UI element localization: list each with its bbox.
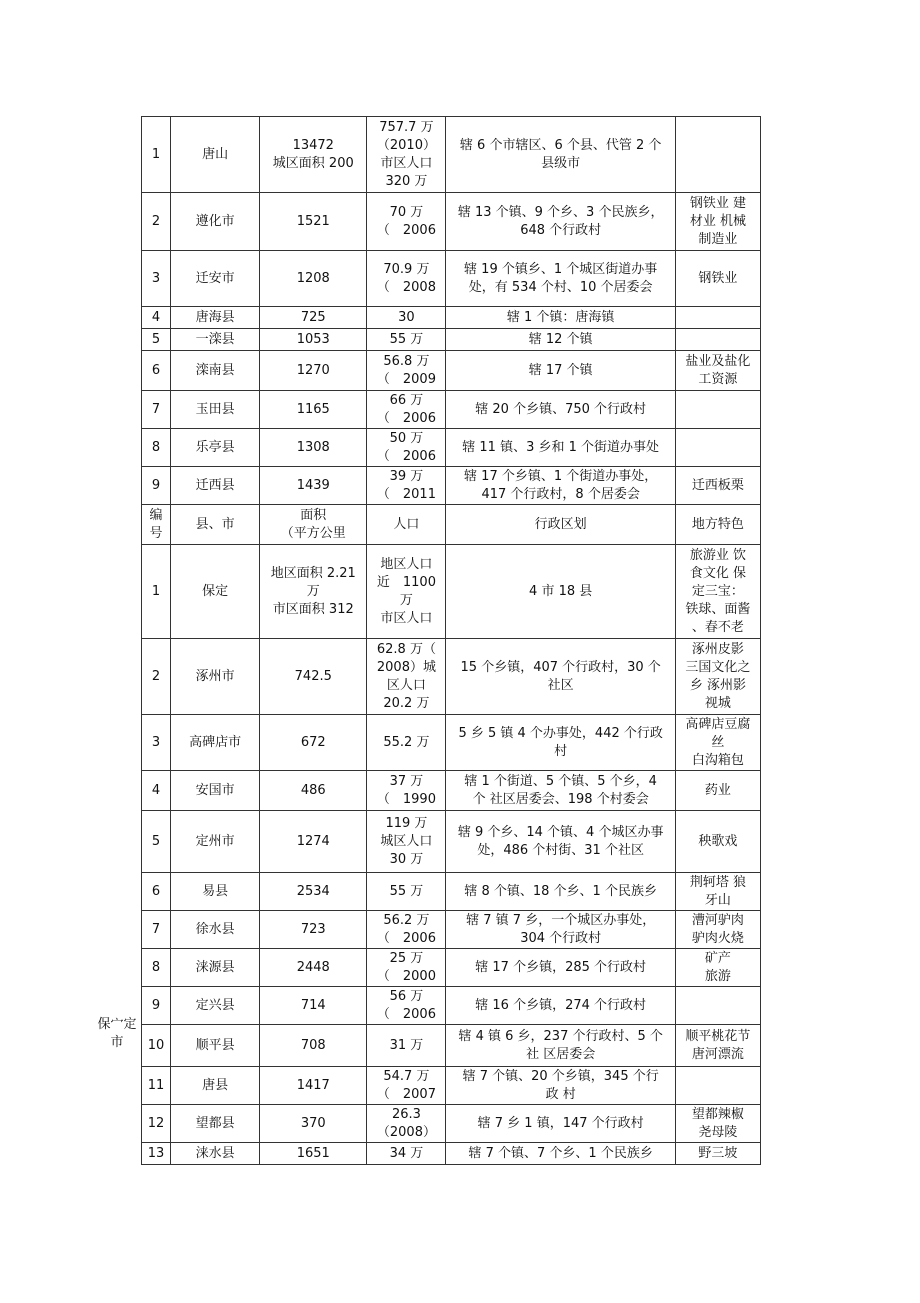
cell-feature xyxy=(675,251,760,307)
cell-area xyxy=(260,1067,367,1105)
cell-admin-text: 辖 19 个镇乡、1 个城区街道办事 处，有 534 个村、10 个居委会 xyxy=(464,261,658,295)
cell-area xyxy=(260,467,367,505)
cell-name xyxy=(171,1105,260,1143)
cell-feature xyxy=(675,811,760,873)
cell-feature-text: 盐业及盐化 工资源 xyxy=(685,353,751,387)
cell-no xyxy=(142,911,171,949)
cell-admin-text: 辖 1 个街道、5 个镇、5 个乡，4 个 社区居委会、198 个村委会 xyxy=(464,773,657,807)
cell-no xyxy=(142,329,171,351)
cell-pop xyxy=(367,1025,446,1067)
cell-pop-text: 25 万 （ 2000 xyxy=(376,950,436,984)
cell-area-text: 1270 xyxy=(296,362,330,378)
cell-area-text: 1439 xyxy=(296,477,330,493)
cell-pop xyxy=(367,911,446,949)
cell-pop xyxy=(367,545,446,639)
cell-admin-text: 辖 7 个镇、20 个乡镇，345 个行 政 村 xyxy=(462,1068,659,1102)
cell-name-text: 唐海县 xyxy=(195,309,235,325)
cell-admin xyxy=(446,467,675,505)
cell-feature xyxy=(675,329,760,351)
cell-admin xyxy=(446,351,675,391)
cell-pop xyxy=(367,873,446,911)
cell-name xyxy=(171,251,260,307)
cell-no-text: 7 xyxy=(151,921,161,937)
cell-area xyxy=(260,715,367,771)
cell-name-text: 乐亭县 xyxy=(195,439,235,455)
cell-no-text: 8 xyxy=(151,959,161,975)
cell-area xyxy=(260,545,367,639)
cell-no-text: 10 xyxy=(147,1037,165,1053)
cell-no-text: 4 xyxy=(151,782,161,798)
cell-admin xyxy=(446,873,675,911)
table-row xyxy=(142,873,761,911)
cell-area xyxy=(260,391,367,429)
cell-no-text: 5 xyxy=(151,331,161,347)
cell-name xyxy=(171,811,260,873)
cell-feature xyxy=(675,467,760,505)
table-row xyxy=(142,545,761,639)
cell-no xyxy=(142,505,171,545)
cell-area xyxy=(260,873,367,911)
cell-admin xyxy=(446,545,675,639)
cell-pop xyxy=(367,117,446,193)
cell-feature xyxy=(675,429,760,467)
cell-no xyxy=(142,117,171,193)
cell-name-text: 涿州市 xyxy=(195,668,235,684)
cell-feature xyxy=(675,987,760,1025)
cell-admin-text: 辖 7 乡 1 镇，147 个行政村 xyxy=(477,1115,644,1131)
cell-name-text: 徐水县 xyxy=(195,921,235,937)
cell-name-text: 涞水县 xyxy=(195,1145,235,1161)
cell-feature xyxy=(675,639,760,715)
cell-pop-text: 56.2 万 （ 2006 xyxy=(376,912,436,946)
cell-admin xyxy=(446,329,675,351)
cell-area-text: 714 xyxy=(300,997,326,1013)
cell-admin-text: 辖 17 个镇 xyxy=(528,362,593,378)
cell-feature xyxy=(675,1105,760,1143)
cell-feature xyxy=(675,715,760,771)
cell-area-text: 13472 城区面积 200 xyxy=(272,137,354,171)
cell-admin xyxy=(446,911,675,949)
cell-pop-text: 70 万 （ 2006 xyxy=(376,204,436,238)
cell-admin xyxy=(446,251,675,307)
cell-name-text: 保定 xyxy=(202,583,229,599)
table-row xyxy=(142,639,761,715)
cell-admin-text: 行政区划 xyxy=(534,516,587,532)
cell-pop xyxy=(367,949,446,987)
cell-admin xyxy=(446,771,675,811)
cell-feature xyxy=(675,1067,760,1105)
cell-area-text: 面积 （平方公里 xyxy=(280,507,346,541)
cell-name-text: 迁安市 xyxy=(195,270,235,286)
cell-feature-text: 旅游业 饮 食文化 保 定三宝： 铁球、面酱 、春不老 xyxy=(685,547,751,635)
cell-pop xyxy=(367,639,446,715)
cell-pop xyxy=(367,811,446,873)
cell-area-text: 723 xyxy=(300,921,326,937)
cell-feature xyxy=(675,911,760,949)
cell-feature-text: 钢铁业 建 材业 机械 制造业 xyxy=(689,195,746,247)
cell-name xyxy=(171,351,260,391)
cell-admin xyxy=(446,949,675,987)
cell-name xyxy=(171,771,260,811)
cell-pop xyxy=(367,467,446,505)
cell-area-text: 1208 xyxy=(296,270,330,286)
cell-area xyxy=(260,1105,367,1143)
cell-name-text: 玉田县 xyxy=(195,401,235,417)
cell-name-text: 一滦县 xyxy=(195,331,235,347)
county-table-body xyxy=(142,117,761,1165)
cell-area-text: 1308 xyxy=(296,439,330,455)
cell-area-text: 708 xyxy=(300,1037,326,1053)
cell-feature xyxy=(675,949,760,987)
cell-no xyxy=(142,251,171,307)
cell-admin-text: 辖 11 镇、3 乡和 1 个街道办事处 xyxy=(462,439,660,455)
cell-feature-text: 药业 xyxy=(704,782,731,798)
table-row xyxy=(142,391,761,429)
cell-feature xyxy=(675,505,760,545)
cell-no xyxy=(142,771,171,811)
cell-name-text: 迁西县 xyxy=(195,477,235,493)
cell-area-text: 地区面积 2.21 万 市区面积 312 xyxy=(270,565,356,617)
cell-name-text: 安国市 xyxy=(195,782,235,798)
cell-no xyxy=(142,193,171,251)
table-row xyxy=(142,811,761,873)
cell-name xyxy=(171,873,260,911)
cell-area-text: 1521 xyxy=(296,213,330,229)
cell-admin-text: 辖 4 镇 6 乡，237 个行政村、5 个 社 区居委会 xyxy=(458,1028,663,1062)
cell-admin-text: 辖 6 个市辖区、6 个县、代管 2 个 县级市 xyxy=(459,137,662,171)
cell-no-text: 11 xyxy=(147,1077,165,1093)
cell-admin xyxy=(446,1143,675,1165)
cell-pop-text: 26.3 （2008） xyxy=(376,1106,436,1140)
cell-feature-text: 野三坡 xyxy=(698,1145,738,1161)
cell-area xyxy=(260,307,367,329)
cell-name-text: 定州市 xyxy=(195,833,235,849)
cell-pop xyxy=(367,1067,446,1105)
cell-pop xyxy=(367,391,446,429)
table-row xyxy=(142,1025,761,1067)
cell-no xyxy=(142,639,171,715)
cell-admin xyxy=(446,391,675,429)
cell-admin-text: 辖 17 个乡镇，285 个行政村 xyxy=(475,959,647,975)
cell-area-text: 1651 xyxy=(296,1145,330,1161)
cell-pop xyxy=(367,987,446,1025)
cell-admin-text: 5 乡 5 镇 4 个办事处，442 个行政 村 xyxy=(458,725,663,759)
cell-no xyxy=(142,715,171,771)
table-row xyxy=(142,193,761,251)
cell-pop-text: 54.7 万 （ 2007 xyxy=(376,1068,436,1102)
table-row xyxy=(142,351,761,391)
cell-no xyxy=(142,1067,171,1105)
cell-feature-text: 漕河驴肉 驴肉火烧 xyxy=(691,912,744,946)
cell-area xyxy=(260,429,367,467)
cell-no-text: 6 xyxy=(151,362,161,378)
cell-no-text: 9 xyxy=(151,997,161,1013)
cell-no-text: 1 xyxy=(151,146,161,162)
cell-name xyxy=(171,505,260,545)
cell-area-text: 2534 xyxy=(296,883,330,899)
table-row xyxy=(142,1067,761,1105)
cell-pop-text: 56.8 万 （ 2009 xyxy=(376,353,436,387)
cell-area xyxy=(260,949,367,987)
cell-feature-text: 钢铁业 xyxy=(698,270,738,286)
cell-admin xyxy=(446,1105,675,1143)
cell-pop-text: 66 万 （ 2006 xyxy=(376,392,436,426)
cell-no xyxy=(142,391,171,429)
cell-name-text: 顺平县 xyxy=(195,1037,235,1053)
cell-pop-text: 119 万 城区人口 30 万 xyxy=(380,815,433,867)
cell-feature xyxy=(675,307,760,329)
cell-name xyxy=(171,545,260,639)
cell-feature xyxy=(675,351,760,391)
cell-admin xyxy=(446,429,675,467)
cell-area xyxy=(260,639,367,715)
side-region-label: 保宀定 市 xyxy=(97,1017,137,1050)
cell-pop xyxy=(367,329,446,351)
cell-pop-text: 56 万 （ 2006 xyxy=(376,988,436,1022)
cell-area xyxy=(260,1143,367,1165)
cell-name xyxy=(171,467,260,505)
cell-area-text: 1165 xyxy=(296,401,330,417)
cell-area xyxy=(260,117,367,193)
cell-name xyxy=(171,429,260,467)
cell-feature-text: 顺平桃花节 唐河漂流 xyxy=(685,1028,751,1062)
cell-name-text: 遵化市 xyxy=(195,213,235,229)
cell-pop-text: 55.2 万 xyxy=(383,734,430,750)
cell-no xyxy=(142,351,171,391)
cell-name xyxy=(171,911,260,949)
table-row xyxy=(142,307,761,329)
cell-feature xyxy=(675,391,760,429)
cell-feature-text: 荆轲塔 狼 牙山 xyxy=(689,874,746,908)
cell-name-text: 高碑店市 xyxy=(189,734,242,750)
cell-pop-text: 55 万 xyxy=(389,883,424,899)
cell-pop xyxy=(367,771,446,811)
cell-admin xyxy=(446,987,675,1025)
cell-admin-text: 辖 17 个乡镇、1 个街道办事处， 417 个行政村，8 个居委会 xyxy=(464,468,658,502)
cell-name-text: 唐县 xyxy=(202,1077,229,1093)
cell-pop-text: 37 万 （ 1990 xyxy=(376,773,436,807)
cell-no-text: 编 号 xyxy=(149,507,163,541)
cell-admin-text: 4 市 18 县 xyxy=(529,583,593,599)
cell-pop-text: 31 万 xyxy=(389,1037,424,1053)
cell-pop xyxy=(367,429,446,467)
cell-feature-text: 迁西板栗 xyxy=(691,477,744,493)
cell-pop-text: 55 万 xyxy=(389,331,424,347)
cell-admin-text: 辖 9 个乡、14 个镇、4 个城区办事 处，486 个村街、31 个社区 xyxy=(457,824,664,858)
cell-area xyxy=(260,911,367,949)
cell-pop-text: 地区人口 近 1100 万 市区人口 xyxy=(376,556,436,626)
cell-pop xyxy=(367,351,446,391)
cell-no-text: 2 xyxy=(151,668,161,684)
cell-no xyxy=(142,873,171,911)
cell-area xyxy=(260,987,367,1025)
cell-admin-text: 15 个乡镇，407 个行政村，30 个 社区 xyxy=(460,659,661,693)
cell-admin-text: 辖 7 个镇、7 个乡、1 个民族乡 xyxy=(468,1145,653,1161)
cell-area xyxy=(260,251,367,307)
cell-no xyxy=(142,429,171,467)
cell-name-text: 涞源县 xyxy=(195,959,235,975)
cell-no-text: 6 xyxy=(151,883,161,899)
cell-pop xyxy=(367,193,446,251)
cell-admin-text: 辖 1 个镇：唐海镇 xyxy=(506,309,615,325)
cell-pop xyxy=(367,715,446,771)
cell-pop-text: 50 万 （ 2006 xyxy=(376,430,436,464)
cell-no xyxy=(142,307,171,329)
cell-area-text: 725 xyxy=(300,309,326,325)
cell-no xyxy=(142,987,171,1025)
cell-feature xyxy=(675,873,760,911)
cell-admin-text: 辖 12 个镇 xyxy=(528,331,593,347)
cell-area-text: 672 xyxy=(300,734,326,750)
table-row xyxy=(142,1105,761,1143)
table-row xyxy=(142,429,761,467)
cell-admin xyxy=(446,193,675,251)
cell-admin-text: 辖 16 个乡镇，274 个行政村 xyxy=(475,997,647,1013)
cell-pop-text: 757.7 万 （2010） 市区人口 320 万 xyxy=(376,119,436,189)
cell-area xyxy=(260,771,367,811)
cell-admin xyxy=(446,639,675,715)
cell-feature-text: 矿产 旅游 xyxy=(704,950,731,984)
cell-no-text: 9 xyxy=(151,477,161,493)
cell-name-text: 滦南县 xyxy=(195,362,235,378)
cell-area-text: 2448 xyxy=(296,959,330,975)
cell-feature xyxy=(675,771,760,811)
cell-no xyxy=(142,1143,171,1165)
cell-name xyxy=(171,1025,260,1067)
cell-admin-text: 辖 20 个乡镇、750 个行政村 xyxy=(475,401,647,417)
table-row xyxy=(142,1143,761,1165)
cell-name xyxy=(171,307,260,329)
cell-no-text: 4 xyxy=(151,309,161,325)
table-header-row xyxy=(142,505,761,545)
cell-admin-text: 辖 8 个镇、18 个乡、1 个民族乡 xyxy=(464,883,657,899)
cell-pop-text: 62.8 万（ 2008）城 区人口 20.2 万 xyxy=(376,641,436,711)
cell-name-text: 唐山 xyxy=(202,146,229,162)
cell-feature xyxy=(675,545,760,639)
cell-area-text: 742.5 xyxy=(294,668,332,684)
county-table xyxy=(141,116,761,1165)
cell-name-text: 定兴县 xyxy=(195,997,235,1013)
cell-pop xyxy=(367,307,446,329)
cell-area-text: 1053 xyxy=(296,331,330,347)
cell-admin xyxy=(446,715,675,771)
cell-name xyxy=(171,329,260,351)
cell-name xyxy=(171,391,260,429)
cell-pop-text: 39 万 （ 2011 xyxy=(376,468,436,502)
cell-admin xyxy=(446,505,675,545)
cell-feature xyxy=(675,193,760,251)
cell-pop-text: 34 万 xyxy=(389,1145,424,1161)
cell-name xyxy=(171,1067,260,1105)
cell-feature xyxy=(675,117,760,193)
table-row xyxy=(142,251,761,307)
cell-no xyxy=(142,1105,171,1143)
cell-pop xyxy=(367,1143,446,1165)
cell-feature-text: 秧歌戏 xyxy=(698,833,738,849)
cell-admin xyxy=(446,1067,675,1105)
cell-admin xyxy=(446,307,675,329)
cell-area-text: 1417 xyxy=(296,1077,330,1093)
cell-name-text: 易县 xyxy=(202,883,229,899)
cell-pop xyxy=(367,251,446,307)
cell-name xyxy=(171,1143,260,1165)
cell-area-text: 486 xyxy=(300,782,326,798)
cell-name-text: 望都县 xyxy=(195,1115,235,1131)
cell-area xyxy=(260,1025,367,1067)
cell-name xyxy=(171,639,260,715)
cell-pop-text: 30 xyxy=(398,309,415,325)
cell-no xyxy=(142,1025,171,1067)
cell-no-text: 5 xyxy=(151,833,161,849)
table-row xyxy=(142,467,761,505)
cell-area xyxy=(260,505,367,545)
cell-no-text: 12 xyxy=(147,1115,165,1131)
cell-pop-text: 70.9 万 （ 2008 xyxy=(376,261,436,295)
table-row xyxy=(142,911,761,949)
cell-pop xyxy=(367,505,446,545)
cell-admin xyxy=(446,1025,675,1067)
cell-area xyxy=(260,351,367,391)
cell-area xyxy=(260,329,367,351)
cell-feature-text: 涿州皮影 三国文化之 乡 涿州影 视城 xyxy=(685,641,751,711)
cell-admin-text: 辖 13 个镇、9 个乡、3 个民族乡， 648 个行政村 xyxy=(457,204,664,238)
cell-feature-text: 高碑店豆腐 丝 白沟箱包 xyxy=(685,716,751,768)
cell-no-text: 1 xyxy=(151,583,161,599)
cell-admin xyxy=(446,117,675,193)
cell-pop-text: 人口 xyxy=(393,516,420,532)
cell-feature xyxy=(675,1025,760,1067)
cell-area xyxy=(260,811,367,873)
table-row xyxy=(142,715,761,771)
cell-admin-text: 辖 7 镇 7 乡，一个城区办事处， 304 个行政村 xyxy=(466,912,656,946)
cell-no xyxy=(142,467,171,505)
cell-name xyxy=(171,949,260,987)
cell-admin xyxy=(446,811,675,873)
cell-area xyxy=(260,193,367,251)
cell-no xyxy=(142,949,171,987)
cell-area-text: 1274 xyxy=(296,833,330,849)
cell-no-text: 2 xyxy=(151,213,161,229)
cell-name xyxy=(171,987,260,1025)
cell-no-text: 7 xyxy=(151,401,161,417)
table-row xyxy=(142,117,761,193)
cell-area-text: 370 xyxy=(300,1115,326,1131)
cell-feature xyxy=(675,1143,760,1165)
cell-feature-text: 地方特色 xyxy=(691,516,744,532)
cell-no xyxy=(142,545,171,639)
cell-name xyxy=(171,193,260,251)
table-row xyxy=(142,329,761,351)
cell-feature-text: 望都辣椒 尧母陵 xyxy=(691,1106,744,1140)
cell-pop xyxy=(367,1105,446,1143)
cell-no-text: 3 xyxy=(151,270,161,286)
table-row xyxy=(142,987,761,1025)
table-row xyxy=(142,949,761,987)
cell-name xyxy=(171,117,260,193)
cell-no-text: 8 xyxy=(151,439,161,455)
cell-no-text: 3 xyxy=(151,734,161,750)
cell-no xyxy=(142,811,171,873)
cell-name-text: 县、市 xyxy=(195,516,235,532)
cell-no-text: 13 xyxy=(147,1145,165,1161)
table-row xyxy=(142,771,761,811)
cell-name xyxy=(171,715,260,771)
